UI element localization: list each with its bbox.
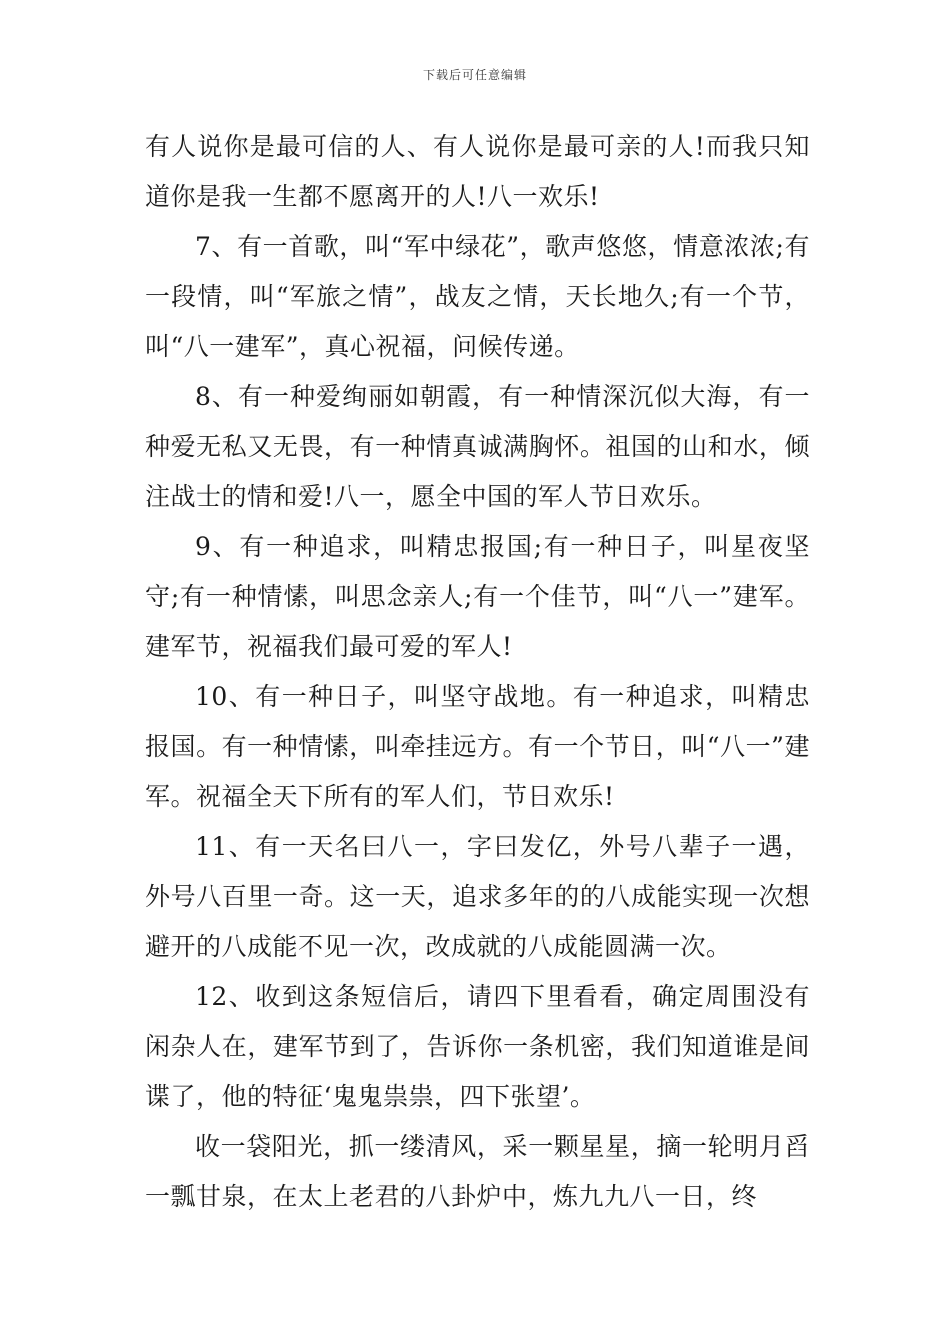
paragraph-final: 收一袋阳光，抓一缕清风，采一颗星星，摘一轮明月舀一瓢甘泉，在太上老君的八卦炉中，炼九九八一日，终 (145, 1132, 810, 1211)
paragraph-item-11: 11、有一天名曰八一，字曰发亿，外号八辈子一遇，外号八百里一奇。这一天，追求多年的的八成能实现一次想避开的八成能不见一次，改成就的八成能圆满一次。 (145, 832, 810, 961)
paragraph-item-8: 8、有一种爱绚丽如朝霞，有一种情深沉似大海，有一种爱无私又无畏，有一种情真诚满胸怀。祖国的山和水，倾注战士的情和爱!八一，愿全中国的军人节日欢乐。 (145, 382, 810, 511)
paragraph-item-10: 10、有一种日子，叫坚守战地。有一种追求，叫精忠报国。有一种情愫，叫牵挂远方。有一个节日，叫“八一”建军。祝福全天下所有的军人们，节日欢乐! (145, 682, 810, 811)
paragraph-continuation: 有人说你是最可信的人、有人说你是最可亲的人!而我只知道你是我一生都不愿离开的人!八一欢乐! (145, 132, 810, 211)
paragraph-item-12: 12、收到这条短信后，请四下里看看，确定周围没有闲杂人在，建军节到了，告诉你一条机密，我们知道谁是间谍了，他的特征‘鬼鬼祟祟，四下张望’。 (145, 982, 810, 1111)
paragraph-item-7: 7、有一首歌，叫“军中绿花”，歌声悠悠，情意浓浓;有一段情，叫“军旅之情”，战友之情，天长地久;有一个节，叫“八一建军”，真心祝福，问候传递。 (145, 232, 810, 361)
page-header: 下载后可任意编辑 (422, 68, 527, 82)
document-body (145, 122, 810, 1222)
paragraph-item-9: 9、有一种追求，叫精忠报国;有一种日子，叫星夜坚守;有一种情愫，叫思念亲人;有一个佳节，叫“八一”建军。建军节，祝福我们最可爱的军人! (145, 532, 810, 661)
